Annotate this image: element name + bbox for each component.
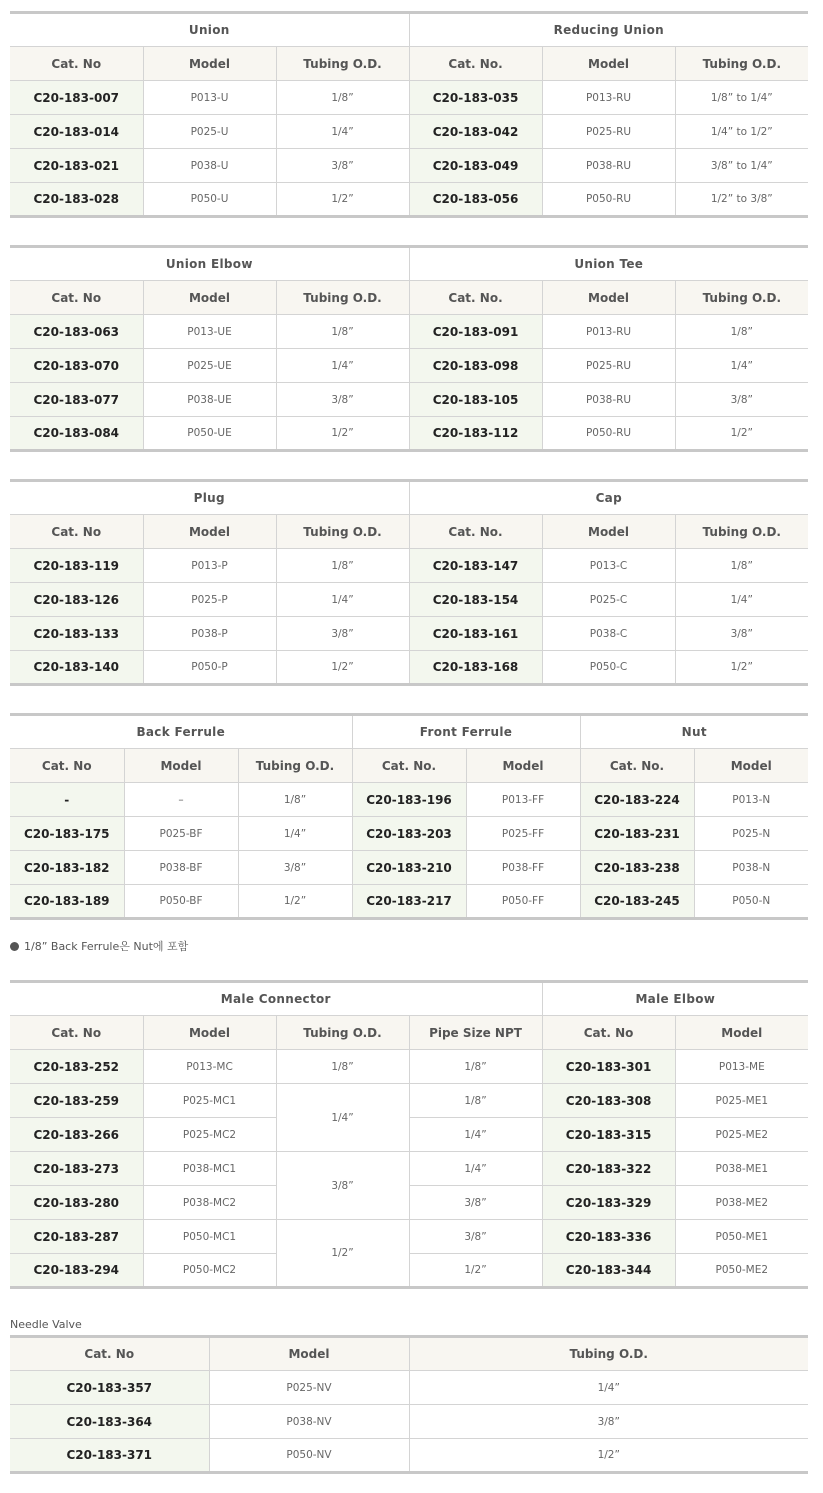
- column-header: Cat. No.: [352, 749, 466, 783]
- tubing-od-cell: 3/8”: [276, 383, 409, 417]
- cat-no-cell: C20-183-196: [352, 783, 466, 817]
- column-header: Model: [542, 47, 675, 81]
- column-header: Tubing O.D.: [276, 1016, 409, 1050]
- model-cell: P013-RU: [542, 315, 675, 349]
- model-cell: P038-ME2: [675, 1186, 808, 1220]
- model-cell: P013-C: [542, 549, 675, 583]
- model-cell: P050-U: [143, 183, 276, 217]
- column-header: Tubing O.D.: [675, 47, 808, 81]
- cat-no-cell: C20-183-210: [352, 851, 466, 885]
- model-cell: P038-RU: [542, 149, 675, 183]
- model-cell: P050-ME2: [675, 1254, 808, 1288]
- cat-no-cell: C20-183-308: [542, 1084, 675, 1118]
- ferrule-nut-table: [10, 713, 808, 920]
- column-header: Model: [143, 281, 276, 315]
- model-cell: P013-FF: [466, 783, 580, 817]
- model-cell: P038-C: [542, 617, 675, 651]
- table-row: [10, 583, 808, 617]
- table-row: [10, 1050, 808, 1084]
- cat-no-cell: C20-183-322: [542, 1152, 675, 1186]
- model-cell: P038-N: [694, 851, 808, 885]
- cat-no-cell: C20-183-287: [10, 1220, 143, 1254]
- model-cell: P050-MC2: [143, 1254, 276, 1288]
- pipe-size-cell: 1/2”: [409, 1254, 542, 1288]
- cat-no-cell: C20-183-014: [10, 115, 143, 149]
- model-cell: P013-RU: [542, 81, 675, 115]
- cat-no-cell: C20-183-035: [409, 81, 542, 115]
- model-cell: P050-UE: [143, 417, 276, 451]
- tubing-od-cell: 1/4”: [276, 1084, 409, 1152]
- column-header: Cat. No.: [580, 749, 694, 783]
- column-header: Cat. No.: [409, 281, 542, 315]
- tubing-od-cell: 1/8”: [238, 783, 352, 817]
- group-title: Union Elbow: [10, 247, 409, 281]
- cat-no-cell: C20-183-070: [10, 349, 143, 383]
- tubing-od-cell: 1/2”: [276, 651, 409, 685]
- model-cell: P013-ME: [675, 1050, 808, 1084]
- tubing-od-cell: 1/2”: [675, 417, 808, 451]
- cat-no-cell: C20-183-315: [542, 1118, 675, 1152]
- table-row: [10, 549, 808, 583]
- group-title: Front Ferrule: [352, 715, 580, 749]
- cat-no-cell: C20-183-252: [10, 1050, 143, 1084]
- cat-no-cell: C20-183-056: [409, 183, 542, 217]
- cat-no-cell: C20-183-063: [10, 315, 143, 349]
- cat-no-cell: C20-183-238: [580, 851, 694, 885]
- tubing-od-cell: 1/4”: [276, 583, 409, 617]
- tubing-od-cell: 1/2”: [409, 1439, 808, 1473]
- tubing-od-cell: 3/8” to 1/4”: [675, 149, 808, 183]
- cat-no-cell: C20-183-154: [409, 583, 542, 617]
- table-row: [10, 115, 808, 149]
- tubing-od-cell: 1/4” to 1/2”: [675, 115, 808, 149]
- model-cell: P038-ME1: [675, 1152, 808, 1186]
- tubing-od-cell: 1/2”: [238, 885, 352, 919]
- cat-no-cell: C20-183-049: [409, 149, 542, 183]
- cat-no-cell: C20-183-364: [10, 1405, 209, 1439]
- cat-no-cell: C20-183-112: [409, 417, 542, 451]
- column-header: Cat. No: [10, 281, 143, 315]
- table-row: [10, 183, 808, 217]
- tubing-od-cell: 1/4”: [675, 349, 808, 383]
- column-header: Cat. No: [10, 749, 124, 783]
- cat-no-cell: C20-183-105: [409, 383, 542, 417]
- table-row: [10, 1152, 808, 1186]
- cat-no-cell: C20-183-042: [409, 115, 542, 149]
- cat-no-cell: C20-183-266: [10, 1118, 143, 1152]
- model-cell: P025-MC2: [143, 1118, 276, 1152]
- column-header: Model: [143, 1016, 276, 1050]
- model-cell: P025-BF: [124, 817, 238, 851]
- tubing-od-cell: 1/4”: [276, 115, 409, 149]
- column-header: Tubing O.D.: [238, 749, 352, 783]
- model-cell: P025-RU: [542, 115, 675, 149]
- model-cell: P050-ME1: [675, 1220, 808, 1254]
- model-cell: P038-U: [143, 149, 276, 183]
- cat-no-cell: C20-183-098: [409, 349, 542, 383]
- model-cell: P050-MC1: [143, 1220, 276, 1254]
- group-title: Union: [10, 13, 409, 47]
- model-cell: P025-U: [143, 115, 276, 149]
- tubing-od-cell: 1/8”: [276, 81, 409, 115]
- column-header: Model: [124, 749, 238, 783]
- table-row: [10, 1254, 808, 1288]
- cat-no-cell: C20-183-224: [580, 783, 694, 817]
- pipe-size-cell: 1/4”: [409, 1118, 542, 1152]
- cat-no-cell: C20-183-084: [10, 417, 143, 451]
- tubing-od-cell: 1/2”: [675, 651, 808, 685]
- model-cell: P013-UE: [143, 315, 276, 349]
- tubing-od-cell: 1/2”: [276, 417, 409, 451]
- cat-no-cell: C20-183-133: [10, 617, 143, 651]
- tubing-od-cell: 1/8”: [276, 1050, 409, 1084]
- tubing-od-cell: 3/8”: [238, 851, 352, 885]
- cat-no-cell: C20-183-344: [542, 1254, 675, 1288]
- cat-no-cell: C20-183-175: [10, 817, 124, 851]
- model-cell: P038-MC1: [143, 1152, 276, 1186]
- tubing-od-cell: 1/4”: [409, 1371, 808, 1405]
- model-cell: P050-BF: [124, 885, 238, 919]
- column-header: Tubing O.D.: [276, 47, 409, 81]
- cat-no-cell: C20-183-203: [352, 817, 466, 851]
- column-header: Cat. No.: [409, 515, 542, 549]
- model-cell: P038-P: [143, 617, 276, 651]
- model-cell: P025-MC1: [143, 1084, 276, 1118]
- column-header: Pipe Size NPT: [409, 1016, 542, 1050]
- group-title: Back Ferrule: [10, 715, 352, 749]
- tubing-od-cell: 1/8” to 1/4”: [675, 81, 808, 115]
- cat-no-cell: C20-183-119: [10, 549, 143, 583]
- cat-no-cell: C20-183-371: [10, 1439, 209, 1473]
- model-cell: P025-ME1: [675, 1084, 808, 1118]
- table-row: [10, 315, 808, 349]
- table-row: [10, 1371, 808, 1405]
- model-cell: P025-NV: [209, 1371, 409, 1405]
- model-cell: P025-UE: [143, 349, 276, 383]
- cat-no-cell: C20-183-007: [10, 81, 143, 115]
- group-title: Male Elbow: [542, 982, 808, 1016]
- pipe-size-cell: 1/8”: [409, 1050, 542, 1084]
- model-cell: P038-UE: [143, 383, 276, 417]
- group-title: Cap: [409, 481, 808, 515]
- table-row: [10, 1084, 808, 1118]
- cat-no-cell: C20-183-259: [10, 1084, 143, 1118]
- table-row: [10, 1118, 808, 1152]
- model-cell: P013-P: [143, 549, 276, 583]
- tubing-od-cell: 1/8”: [276, 549, 409, 583]
- cat-no-cell: C20-183-231: [580, 817, 694, 851]
- column-header: Model: [143, 515, 276, 549]
- group-title: Male Connector: [10, 982, 542, 1016]
- model-cell: P038-MC2: [143, 1186, 276, 1220]
- model-cell: P025-C: [542, 583, 675, 617]
- cat-no-cell: C20-183-280: [10, 1186, 143, 1220]
- table-row: [10, 383, 808, 417]
- needle-valve-title: Needle Valve: [10, 1318, 82, 1331]
- union-elbow-table: [10, 245, 808, 452]
- tubing-od-cell: 3/8”: [675, 617, 808, 651]
- column-header: Cat. No.: [409, 47, 542, 81]
- cat-no-cell: C20-183-217: [352, 885, 466, 919]
- tubing-od-cell: 3/8”: [276, 617, 409, 651]
- model-cell: P025-ME2: [675, 1118, 808, 1152]
- column-header: Cat. No: [10, 1337, 209, 1371]
- group-title: Plug: [10, 481, 409, 515]
- column-header: Model: [542, 515, 675, 549]
- tubing-od-cell: 3/8”: [276, 149, 409, 183]
- column-header: Tubing O.D.: [675, 515, 808, 549]
- column-header: Model: [542, 281, 675, 315]
- cat-no-cell: C20-183-147: [409, 549, 542, 583]
- tubing-od-cell: 3/8”: [276, 1152, 409, 1220]
- table-row: [10, 783, 808, 817]
- cat-no-cell: C20-183-161: [409, 617, 542, 651]
- model-cell: P050-P: [143, 651, 276, 685]
- model-cell: P050-RU: [542, 417, 675, 451]
- model-cell: P013-MC: [143, 1050, 276, 1084]
- model-cell: P013-U: [143, 81, 276, 115]
- ferrule-note-text: 1/8” Back Ferrule은 Nut에 포함: [24, 940, 189, 953]
- tubing-od-cell: 1/2” to 3/8”: [675, 183, 808, 217]
- column-header: Model: [675, 1016, 808, 1050]
- model-cell: P025-N: [694, 817, 808, 851]
- tubing-od-cell: 1/4”: [238, 817, 352, 851]
- model-cell: P025-RU: [542, 349, 675, 383]
- pipe-size-cell: 3/8”: [409, 1220, 542, 1254]
- group-title: Reducing Union: [409, 13, 808, 47]
- table-row: [10, 1439, 808, 1473]
- tubing-od-cell: 3/8”: [675, 383, 808, 417]
- cat-no-cell: C20-183-301: [542, 1050, 675, 1084]
- column-header: Tubing O.D.: [675, 281, 808, 315]
- column-header: Cat. No: [542, 1016, 675, 1050]
- model-cell: P038-NV: [209, 1405, 409, 1439]
- model-cell: P050-NV: [209, 1439, 409, 1473]
- cat-no-cell: C20-183-245: [580, 885, 694, 919]
- plug-table: [10, 479, 808, 686]
- table-row: [10, 651, 808, 685]
- model-cell: P025-P: [143, 583, 276, 617]
- bullet-icon: [10, 942, 19, 951]
- column-header: Cat. No: [10, 1016, 143, 1050]
- model-cell: P013-N: [694, 783, 808, 817]
- group-title: Nut: [580, 715, 808, 749]
- cat-no-cell: C20-183-189: [10, 885, 124, 919]
- tubing-od-cell: 1/4”: [276, 349, 409, 383]
- table-row: [10, 885, 808, 919]
- cat-no-cell: C20-183-273: [10, 1152, 143, 1186]
- group-title: Union Tee: [409, 247, 808, 281]
- column-header: Model: [143, 47, 276, 81]
- table-row: [10, 1405, 808, 1439]
- pipe-size-cell: 3/8”: [409, 1186, 542, 1220]
- tubing-od-cell: 1/4”: [675, 583, 808, 617]
- table-row: [10, 1220, 808, 1254]
- model-cell: P038-FF: [466, 851, 580, 885]
- male-connector-table: [10, 980, 808, 1289]
- column-header: Model: [694, 749, 808, 783]
- cat-no-cell: C20-183-329: [542, 1186, 675, 1220]
- cat-no-cell: C20-183-140: [10, 651, 143, 685]
- cat-no-cell: C20-183-182: [10, 851, 124, 885]
- table-row: [10, 851, 808, 885]
- tubing-od-cell: 1/8”: [276, 315, 409, 349]
- column-header: Model: [209, 1337, 409, 1371]
- cat-no-cell: C20-183-294: [10, 1254, 143, 1288]
- column-header: Model: [466, 749, 580, 783]
- ferrule-note: [10, 938, 188, 954]
- table-row: [10, 617, 808, 651]
- cat-no-cell: -: [10, 783, 124, 817]
- model-cell: P050-N: [694, 885, 808, 919]
- cat-no-cell: C20-183-021: [10, 149, 143, 183]
- union-table: [10, 11, 808, 218]
- tubing-od-cell: 1/2”: [276, 183, 409, 217]
- model-cell: –: [124, 783, 238, 817]
- tubing-od-cell: 1/8”: [675, 315, 808, 349]
- model-cell: P038-RU: [542, 383, 675, 417]
- cat-no-cell: C20-183-168: [409, 651, 542, 685]
- model-cell: P050-FF: [466, 885, 580, 919]
- table-row: [10, 417, 808, 451]
- cat-no-cell: C20-183-077: [10, 383, 143, 417]
- cat-no-cell: C20-183-028: [10, 183, 143, 217]
- column-header: Cat. No: [10, 47, 143, 81]
- model-cell: P038-BF: [124, 851, 238, 885]
- tubing-od-cell: 1/8”: [675, 549, 808, 583]
- pipe-size-cell: 1/8”: [409, 1084, 542, 1118]
- pipe-size-cell: 1/4”: [409, 1152, 542, 1186]
- tubing-od-cell: 1/2”: [276, 1220, 409, 1288]
- cat-no-cell: C20-183-336: [542, 1220, 675, 1254]
- column-header: Tubing O.D.: [276, 281, 409, 315]
- column-header: Tubing O.D.: [409, 1337, 808, 1371]
- tubing-od-cell: 3/8”: [409, 1405, 808, 1439]
- table-row: [10, 149, 808, 183]
- cat-no-cell: C20-183-357: [10, 1371, 209, 1405]
- table-row: [10, 81, 808, 115]
- column-header: Cat. No: [10, 515, 143, 549]
- cat-no-cell: C20-183-091: [409, 315, 542, 349]
- model-cell: P050-RU: [542, 183, 675, 217]
- table-row: [10, 817, 808, 851]
- model-cell: P050-C: [542, 651, 675, 685]
- needle-valve-table: [10, 1335, 808, 1474]
- model-cell: P025-FF: [466, 817, 580, 851]
- cat-no-cell: C20-183-126: [10, 583, 143, 617]
- column-header: Tubing O.D.: [276, 515, 409, 549]
- table-row: [10, 349, 808, 383]
- table-row: [10, 1186, 808, 1220]
